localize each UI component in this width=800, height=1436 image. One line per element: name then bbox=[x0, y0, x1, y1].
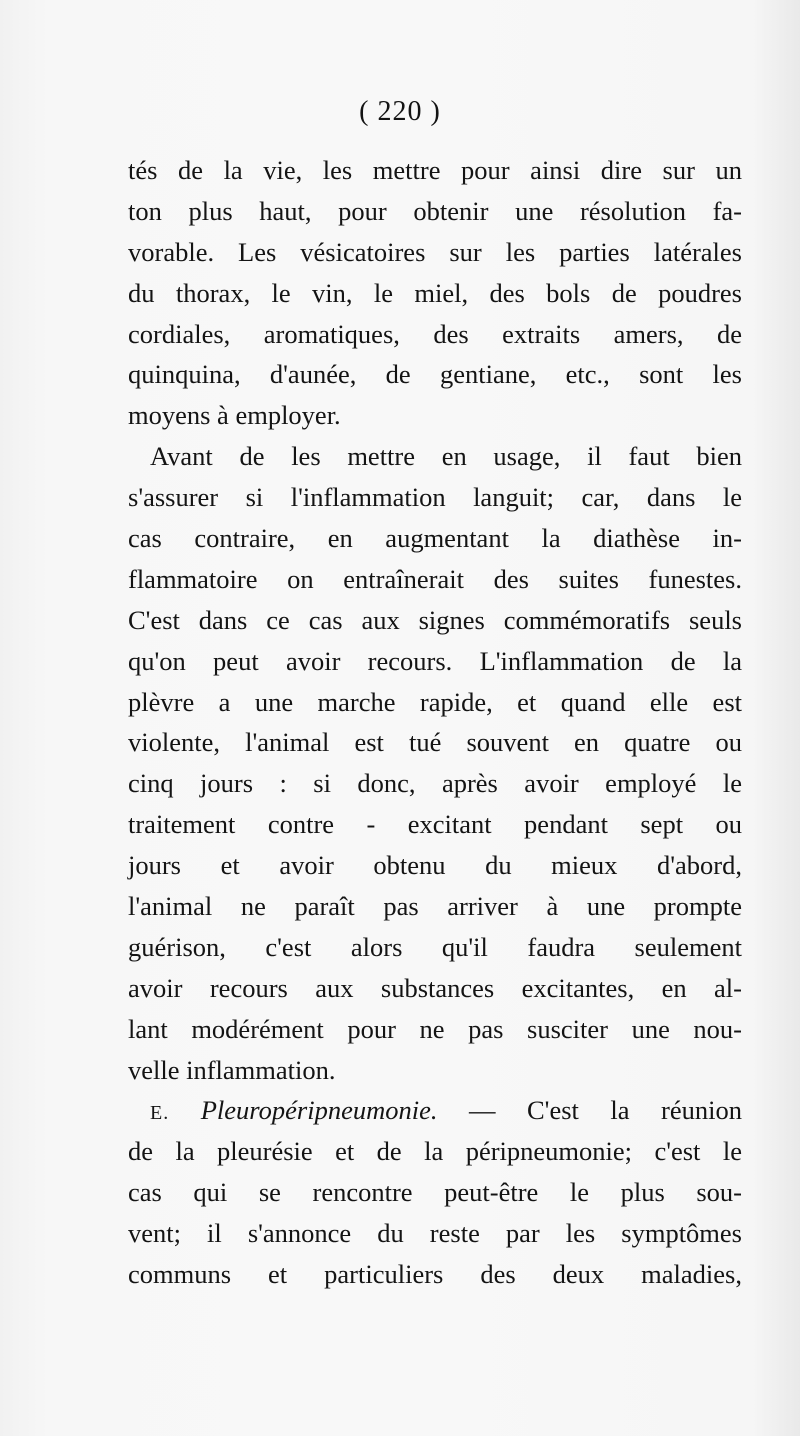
text-line: velle inflammation. bbox=[128, 1054, 336, 1085]
section-dash: — bbox=[468, 1095, 496, 1126]
text-line: qu'on peut avoir recours. L'inflammation de la bbox=[128, 645, 742, 676]
text-line: cordiales, aromatiques, des extraits amers, de bbox=[128, 318, 742, 349]
text-line: communs et particuliers des deux maladies, bbox=[128, 1259, 742, 1290]
text-line: jours et avoir obtenu du mieux d'abord, bbox=[128, 850, 742, 881]
text-line: flammatoire on entraînerait des suites funestes. bbox=[128, 563, 742, 594]
text-line: cas contraire, en augmentant la diathèse in- bbox=[128, 523, 742, 554]
section-heading-line bbox=[128, 1090, 742, 1131]
page-number: ( 220 ) bbox=[359, 96, 441, 127]
text-line: avoir recours aux substances excitantes, en al- bbox=[128, 972, 742, 1003]
text-line: C'est dans ce cas aux signes commémoratifs seuls bbox=[128, 604, 742, 635]
text-line: traitement contre - excitant pendant sept ou bbox=[128, 809, 742, 840]
section-first-line: C'est la réunion bbox=[527, 1095, 742, 1126]
section-title: Pleuropéripneumonie. bbox=[200, 1095, 438, 1126]
text-line: Avant de les mettre en usage, il faut bien bbox=[150, 441, 742, 472]
text-line: violente, l'animal est tué souvent en quatre ou bbox=[128, 727, 742, 758]
text-line: quinquina, d'aunée, de gentiane, etc., sont les bbox=[128, 359, 742, 390]
text-line: s'assurer si l'inflammation languit; car, dans le bbox=[128, 482, 742, 513]
text-line: de la pleurésie et de la péripneumonie; c'est le bbox=[128, 1136, 742, 1167]
text-line: vorable. Les vésicatoires sur les parties latérales bbox=[128, 236, 742, 267]
section-marker: E. bbox=[150, 1102, 170, 1125]
text-line: plèvre a une marche rapide, et quand elle est bbox=[128, 686, 742, 717]
text-line: tés de la vie, les mettre pour ainsi dire sur un bbox=[128, 155, 742, 185]
text-line: ton plus haut, pour obtenir une résolution fa- bbox=[128, 195, 742, 226]
text-line: cas qui se rencontre peut-être le plus sou- bbox=[128, 1177, 742, 1208]
text-line: lant modérément pour ne pas susciter une nou- bbox=[128, 1013, 742, 1044]
text-line: moyens à employer. bbox=[128, 400, 341, 431]
text-line: du thorax, le vin, le miel, des bols de poudres bbox=[128, 277, 742, 308]
text-line: vent; il s'annonce du reste par les symptômes bbox=[128, 1218, 742, 1249]
text-line: l'animal ne paraît pas arriver à une prompte bbox=[128, 891, 742, 922]
text-line: guérison, c'est alors qu'il faudra seulement bbox=[128, 931, 742, 962]
text-line: cinq jours : si donc, après avoir employé le bbox=[128, 768, 742, 799]
body-text bbox=[128, 150, 742, 1295]
